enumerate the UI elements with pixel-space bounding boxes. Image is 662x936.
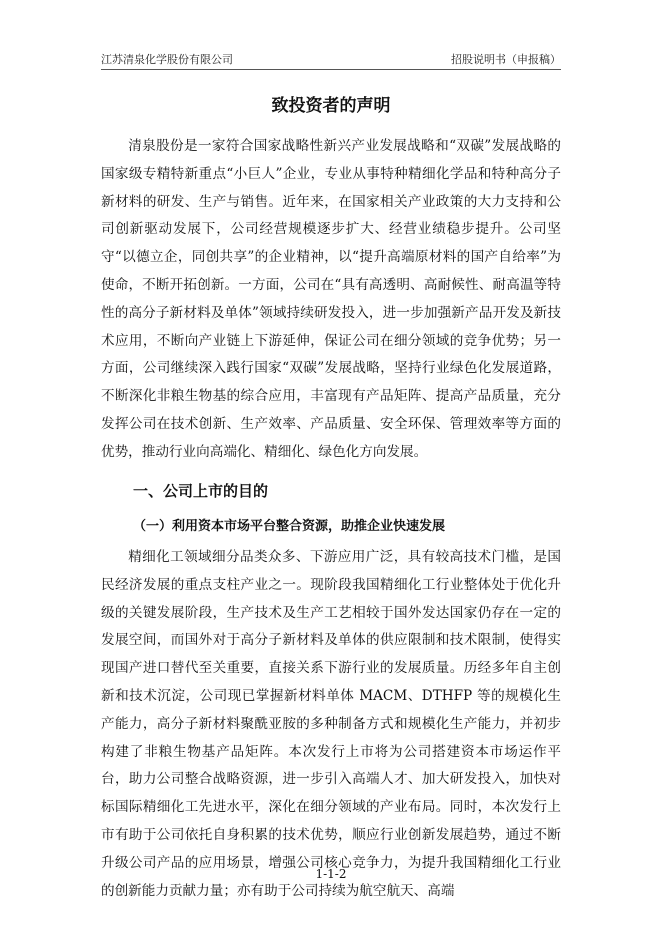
subsection-heading: （一）利用资本市场平台整合资源，助推企业快速发展 bbox=[133, 519, 446, 534]
header-company-name: 江苏清泉化学股份有限公司 bbox=[101, 53, 233, 66]
section-heading: 一、公司上市的目的 bbox=[133, 482, 269, 500]
section-paragraph: 精细化工领域细分品类众多、下游应用广泛，具有较高技术门槛，是国民经济发展的重点支柱产业之一。现阶段我国精细化工行业整体处于优化升级的关键发展阶段，生产技术及生产工艺相较于国外发达国家仍存在一定的发展空间，而国外对于高分子新材料及单体的供应限制和技术限制，使得实现国产进口替代至关重要，直接关系下游行业的发展质量。历经多年自主创新和技术沉淀，公司现已掌握新材料单体 MACM、DTHFP 等的规模化生产能力，高分子新材料聚酰亚胺的多种制备方式和规模化生产能力，并初步构建了非粮生物基产品矩阵。本次发行上市将为公司搭建资本市场运作平台，助力公司整合战略资源，进一步引入高端人才、加大研发投入，加快对标国际精细化工先进水平，深化在细分领域的产业布局。同时，本次发行上市有助于公司依托自身积累的技术优势，顺应行业创新发展趋势，通过不断升级公司产品的应用场景，增强公司核心竞争力，为提升我国精细化工行业的创新能力贡献力量；亦有助于公司持续为航空航天、高端 bbox=[101, 549, 561, 899]
page-number: 1-1-2 bbox=[315, 867, 347, 881]
page-header bbox=[101, 52, 561, 68]
header-document-type: 招股说明书（申报稿） bbox=[451, 53, 561, 66]
page-title: 致投资者的声明 bbox=[271, 96, 391, 116]
intro-paragraph: 清泉股份是一家符合国家战略性新兴产业发展战略和“双碳”发展战略的国家级专精特新重点“小巨人”企业，专业从事特种精细化学品和特种高分子新材料的研发、生产与销售。近年来，在国家相关产业政策的大力支持和公司创新驱动发展下，公司经营规模逐步扩大、经营业绩稳步提升。公司坚守“以德立企，同创共享”的企业精神，以“提升高端原材料的国产自给率”为使命，不断开拓创新。一方面，公司在“具有高透明、高耐候性、耐高温等特性的高分子新材料及单体”领域持续研发投入，进一步加强新产品开发及新技术应用，不断向产业链上下游延伸，保证公司在细分领域的竞争优势；另一方面，公司继续深入践行国家“双碳”发展战略，坚持行业绿色化发展道路，不断深化非粮生物基的综合应用，丰富现有产品矩阵、提高产品质量，充分发挥公司在技术创新、生产效率、产品质量、安全环保、管理效率等方面的优势，推动行业向高端化、精细化、绿色化方向发展。 bbox=[101, 138, 561, 460]
header-divider bbox=[101, 69, 561, 70]
